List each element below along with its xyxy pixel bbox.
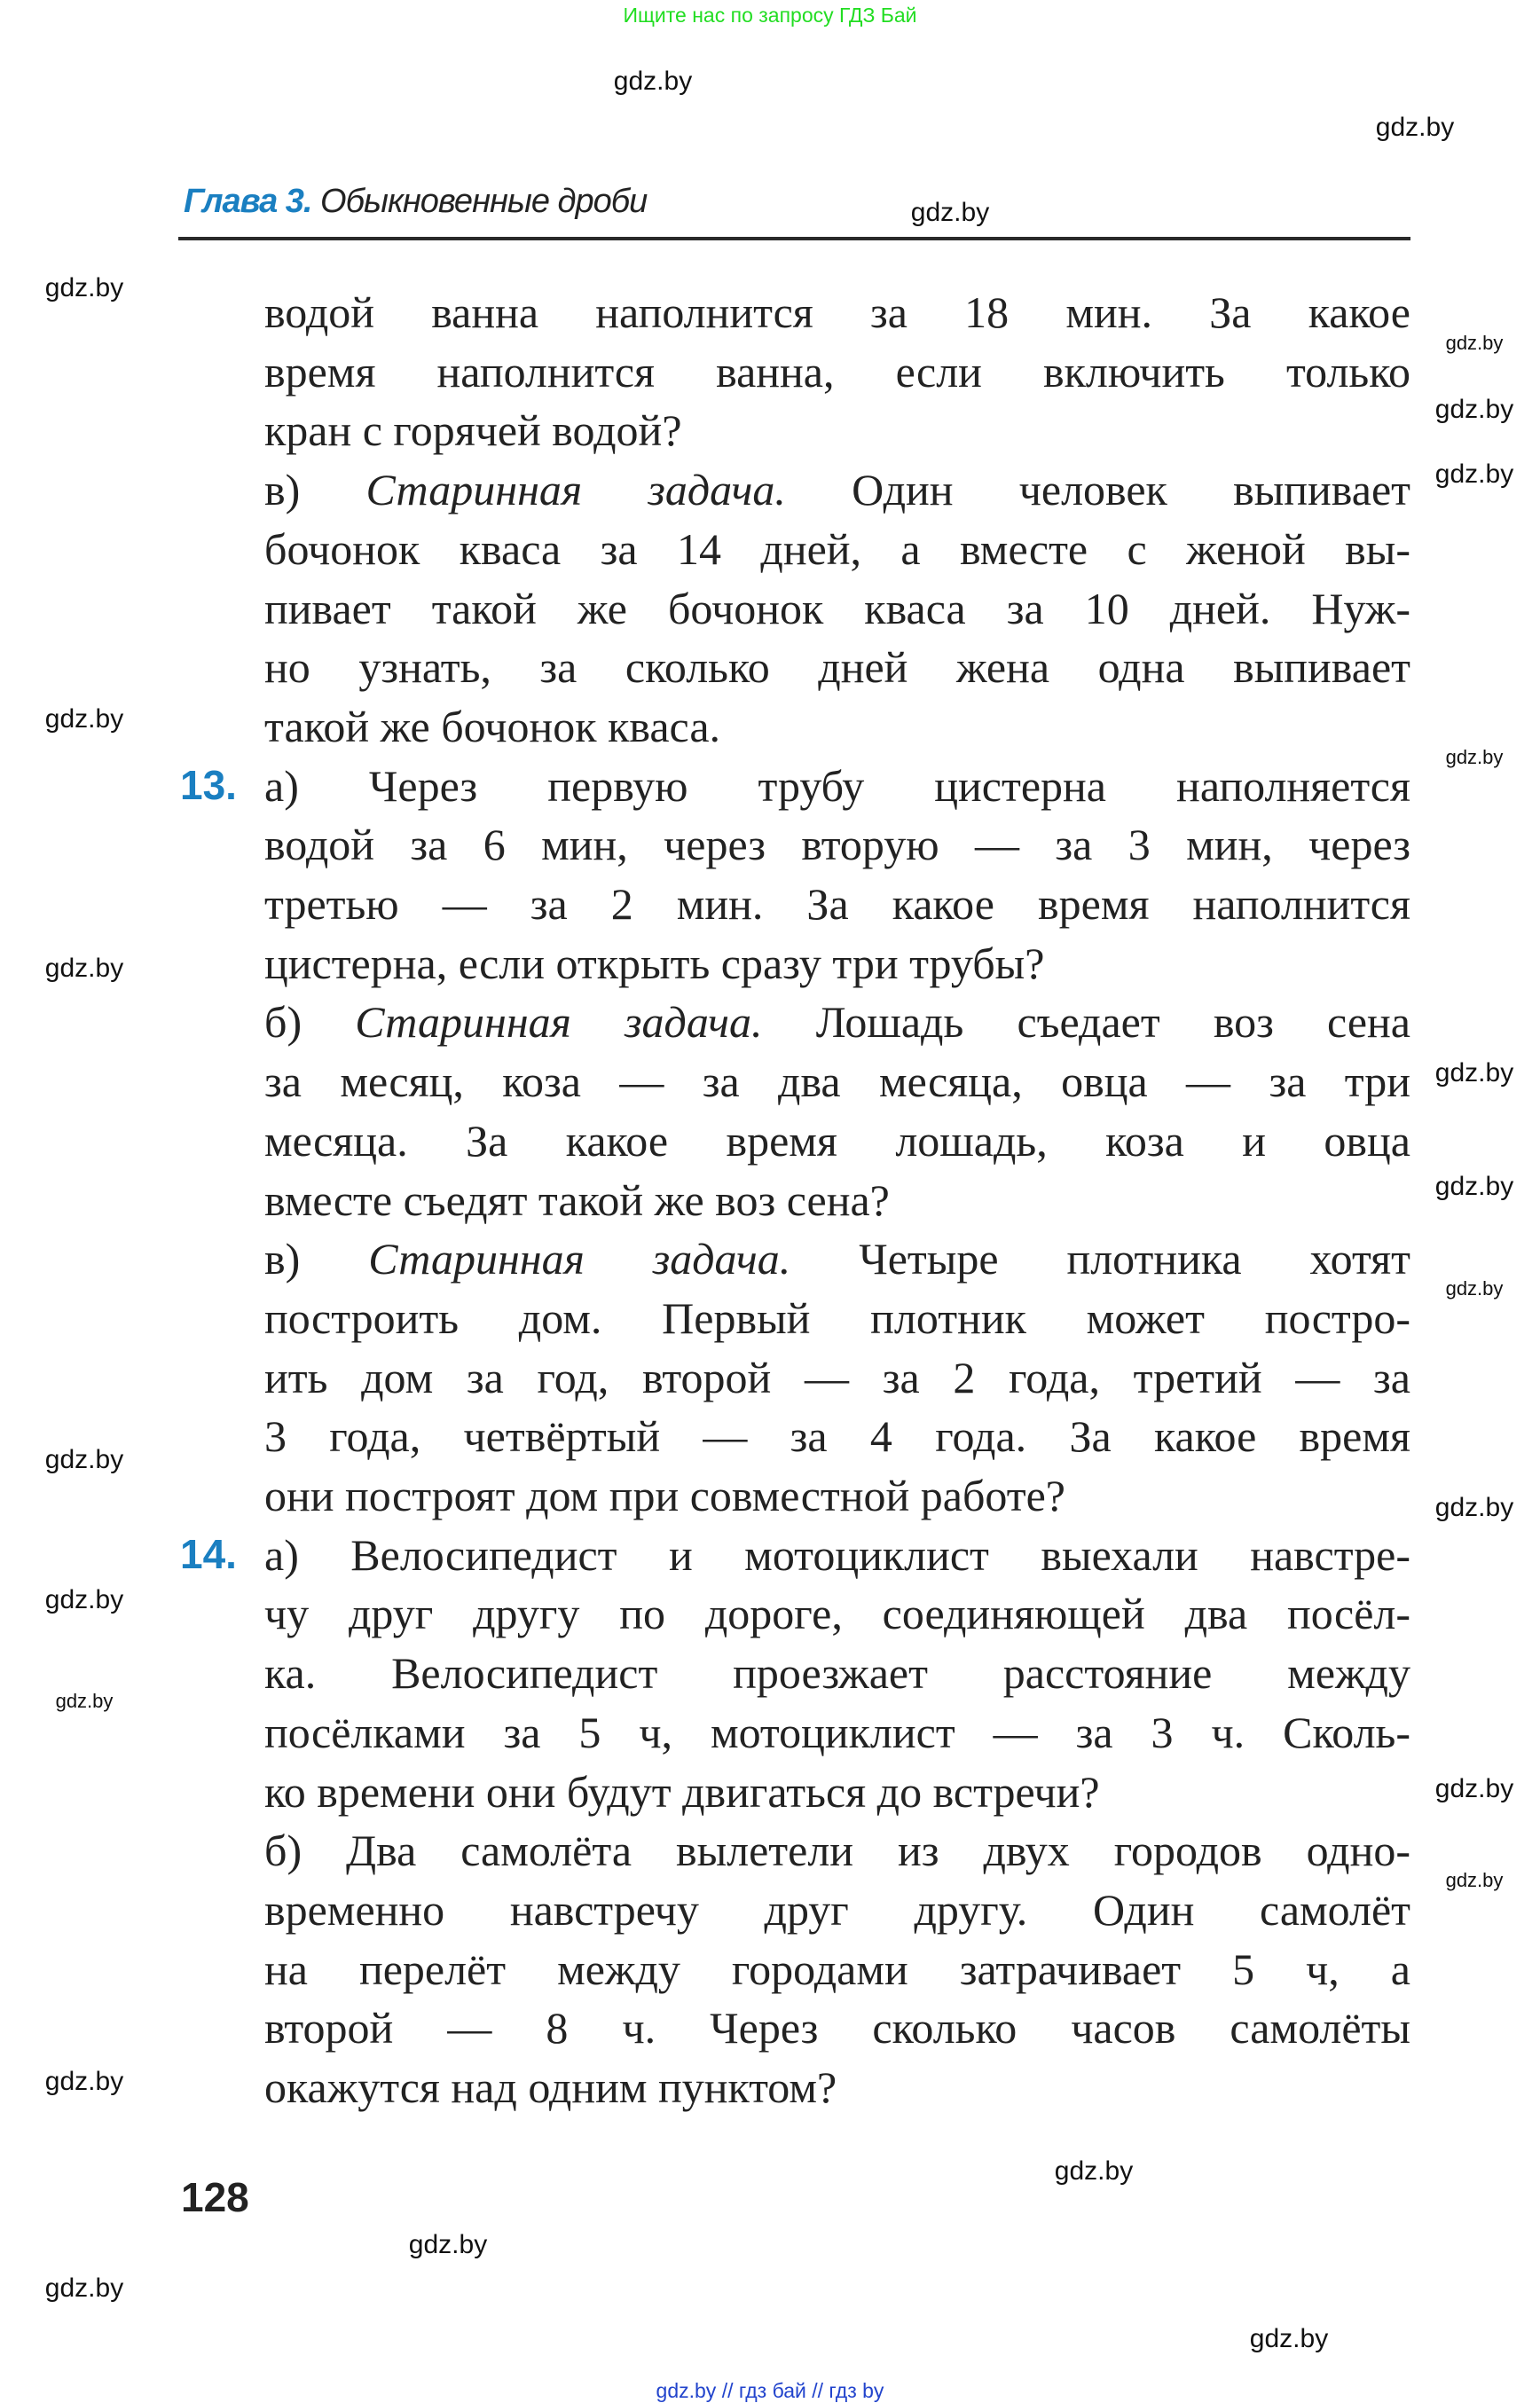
text-segment: на перелёт между городами затрачивает 5 ч, а: [264, 1944, 1410, 1994]
text-segment: цистерна, если открыть сразу три трубы?: [264, 938, 1045, 988]
text-line: [264, 638, 1410, 697]
watermark: gdz.by: [1434, 1493, 1514, 1522]
text-line: [264, 1229, 1410, 1289]
watermark: gdz.by: [1434, 395, 1514, 424]
text-line: [264, 757, 1410, 816]
text-segment: такой же бочонок кваса.: [264, 701, 721, 751]
watermark: gdz.by: [1445, 1869, 1504, 1891]
text-line: [264, 1052, 1410, 1111]
watermark: gdz.by: [910, 198, 990, 227]
text-segment: Четыре плотника хотят: [790, 1234, 1411, 1284]
text-segment: построить дом. Первый плотник может постро-: [264, 1292, 1410, 1343]
text-line: [264, 697, 1410, 757]
text-line: [264, 1171, 1410, 1230]
text-line: [264, 460, 1410, 520]
text-line: [264, 1584, 1410, 1644]
text-line: [264, 815, 1410, 875]
text-line: [264, 1466, 1410, 1526]
watermark: gdz.by: [1445, 1277, 1504, 1300]
text-segment: время наполнится ванна, если включить только: [264, 346, 1410, 397]
text-line: [264, 1763, 1410, 1822]
text-segment: второй — 8 ч. Через сколько часов самолёты: [264, 2003, 1410, 2054]
text-line: [264, 1644, 1410, 1703]
watermark: gdz.by: [1434, 1774, 1514, 1803]
watermark: gdz.by: [44, 1585, 124, 1614]
text-line: [264, 1348, 1410, 1408]
text-line: [264, 342, 1410, 402]
text-line: [264, 1407, 1410, 1466]
text-segment: временно навстречу друг другу. Один самолёт: [264, 1884, 1410, 1935]
text-line: [264, 1821, 1410, 1881]
text-line: [264, 1881, 1410, 1940]
text-segment: ить дом за год, второй — за 2 года, третий — за: [264, 1352, 1410, 1402]
text-segment: Лошадь съедает воз сена: [762, 997, 1410, 1048]
watermark: gdz.by: [1434, 459, 1514, 489]
watermark: gdz.by: [1249, 2324, 1329, 2353]
text-segment: вместе съедят такой же воз сена?: [264, 1174, 890, 1225]
watermark: gdz.by: [55, 1690, 114, 1712]
text-segment: ко времени они будут двигаться до встречи?: [264, 1766, 1100, 1817]
top-banner-link[interactable]: Ищите нас по запросу ГДЗ Бай: [623, 4, 917, 27]
text-line: [264, 1111, 1410, 1171]
text-segment: б) Два самолёта вылетели из двух городов одно-: [264, 1826, 1410, 1876]
text-segment: пивает такой же бочонок кваса за 10 дней. Нуж-: [264, 583, 1410, 633]
text-segment: третью — за 2 мин. За какое время наполнится: [264, 879, 1410, 929]
watermark: gdz.by: [44, 273, 124, 302]
chapter-header: [184, 183, 647, 221]
text-line: [264, 520, 1410, 579]
task-number-14: 14.: [180, 1531, 237, 1577]
text-segment: а) Велосипедист и мотоциклист выехали навстре-: [264, 1529, 1410, 1580]
text-line: [264, 934, 1410, 993]
text-line: [264, 1999, 1410, 2058]
watermark: gdz.by: [44, 954, 124, 983]
text-segment: они построят дом при совместной работе?: [264, 1471, 1066, 1520]
watermark: gdz.by: [44, 2067, 124, 2096]
watermark: gdz.by: [613, 67, 693, 96]
text-segment: б): [264, 997, 356, 1048]
header-divider: [178, 237, 1410, 240]
watermark: gdz.by: [1375, 113, 1455, 142]
text-line: [264, 1526, 1410, 1585]
italic-text: Старинная задача.: [368, 1234, 791, 1284]
text-segment: водой за 6 мин, через вторую — за 3 мин, через: [264, 820, 1410, 870]
text-segment: бочонок кваса за 14 дней, а вместе с женой вы-: [264, 523, 1410, 574]
text-segment: в): [264, 465, 366, 515]
watermark: gdz.by: [44, 1445, 124, 1474]
italic-text: Старинная задача.: [365, 465, 786, 515]
text-segment: посёлками за 5 ч, мотоциклист — за 3 ч. Сколь-: [264, 1707, 1410, 1757]
watermark: gdz.by: [44, 2273, 124, 2303]
watermark: gdz.by: [1434, 1058, 1514, 1088]
text-line: [264, 993, 1410, 1052]
text-line: [264, 875, 1410, 934]
watermark: gdz.by: [1445, 332, 1504, 354]
chapter-title: Обыкновенные дроби: [320, 183, 648, 220]
text-segment: Один человек выпивает: [785, 465, 1410, 515]
watermark: gdz.by: [1434, 1172, 1514, 1201]
text-segment: в): [264, 1234, 369, 1284]
italic-text: Старинная задача.: [355, 997, 763, 1048]
text-segment: кран с горячей водой?: [264, 405, 682, 456]
text-segment: ка. Велосипедист проезжает расстояние между: [264, 1648, 1410, 1699]
watermark: gdz.by: [1054, 2156, 1134, 2186]
watermark: gdz.by: [408, 2230, 488, 2259]
text-line: [264, 283, 1410, 342]
watermark: gdz.by: [44, 704, 124, 734]
text-line: [264, 579, 1410, 639]
text-segment: а) Через первую трубу цистерна наполняется: [264, 760, 1410, 811]
text-segment: но узнать, за сколько дней жена одна выпивает: [264, 642, 1410, 693]
text-segment: месяца. За какое время лошадь, коза и овца: [264, 1115, 1410, 1166]
text-segment: за месяц, коза — за два месяца, овца — за три: [264, 1056, 1410, 1107]
text-line: [264, 1940, 1410, 1999]
text-segment: 3 года, четвёртый — за 4 года. За какое время: [264, 1411, 1410, 1462]
chapter-label: Глава 3.: [184, 183, 312, 220]
task-number-13: 13.: [180, 762, 237, 808]
text-segment: окажутся над одним пунктом?: [264, 2062, 837, 2112]
text-line: [264, 2058, 1410, 2117]
watermark: gdz.by: [1445, 746, 1504, 768]
text-line: [264, 401, 1410, 460]
text-line: [264, 1289, 1410, 1348]
text-segment: водой ванна наполнится за 18 мин. За какое: [264, 287, 1410, 337]
text-segment: чу друг другу по дороге, соединяющей два посёл-: [264, 1589, 1410, 1639]
bottom-banner-link[interactable]: gdz.by // гдз бай // гдз by: [656, 2379, 884, 2402]
page-number: 128: [181, 2174, 249, 2220]
text-line: [264, 1703, 1410, 1763]
